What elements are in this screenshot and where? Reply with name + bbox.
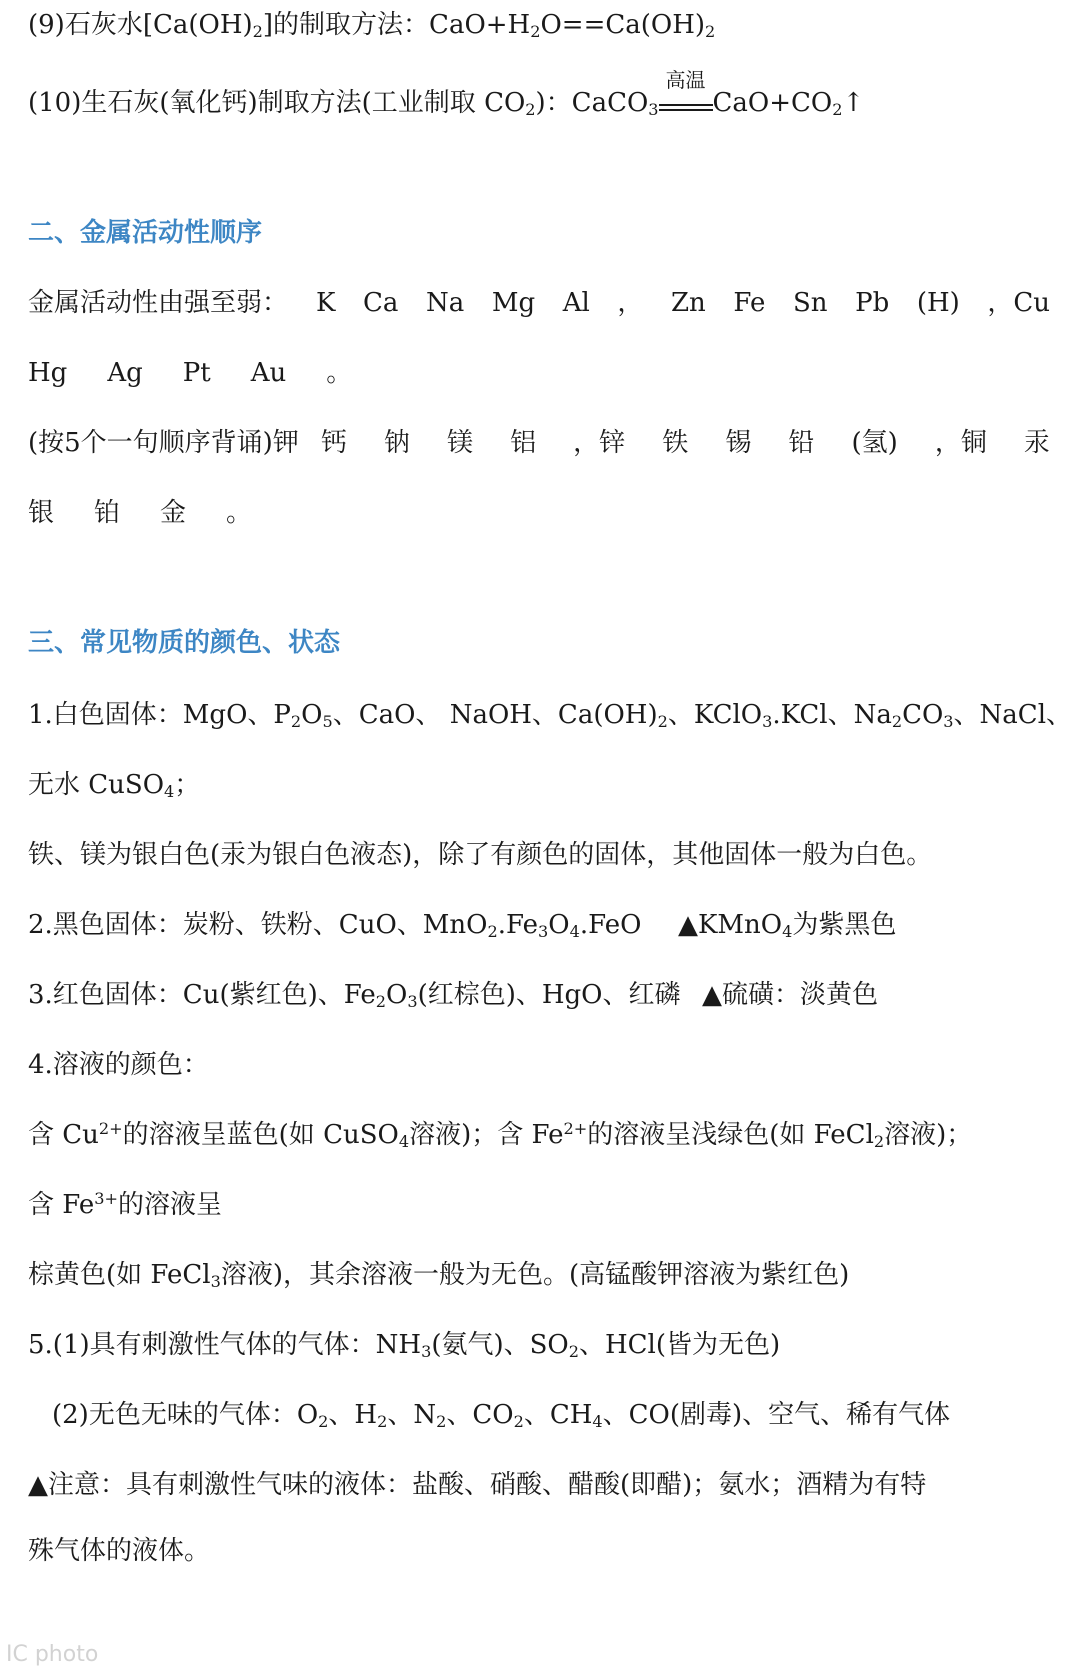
odorless-gases-line: (2)无色无味的气体：$O_2$、$H_2$、$N_2$、$CO_2$、$CH_4$、CO(剧毒)、空气、稀有气体 — [52, 1400, 951, 1432]
metal-symbol: (H) — [916, 288, 960, 318]
solution-colors-line-2: 含 $Fe^{3+}$的溶液呈 — [28, 1189, 223, 1220]
metal-symbol: Ag — [107, 358, 143, 388]
metal-symbol: Pt — [182, 358, 211, 388]
solution-colors-line-1: 含 $Cu^{2+}$的溶液呈蓝色(如 CuSO$_4$溶液)；含 $Fe^{2+}$的溶液呈浅绿色(如 FeCl$_2$溶液)； — [28, 1119, 973, 1152]
line-10: (10)生石灰(氧化钙)制取方法(工业制取 $CO_2$)：CaCO$_3$ 高温 $CaO+CO_2↑$ — [28, 68, 865, 120]
metal-name: 铁 — [662, 428, 689, 458]
metal-symbol: Mg — [491, 288, 536, 318]
metal-symbol: Sn — [792, 288, 828, 318]
solution-colors-line-3: 棕黄色(如 FeCl$_3$溶液)，其余溶液一般为无色。(高锰酸钾溶液为紫红色) — [28, 1260, 850, 1292]
metal-name: 铂 — [94, 498, 121, 528]
metal-cn-row-1: (按5个一句顺序背诵)钾 钙 钠 镁 铝 ，锌 铁 锡 铅 (氢) ，铜 汞 — [28, 428, 1050, 458]
reaction-condition: 高温 — [659, 92, 713, 111]
metal-name: 铅 — [788, 428, 815, 458]
metal-symbol: Zn — [670, 288, 706, 318]
solution-colors-title: 4.溶液的颜色： — [28, 1050, 209, 1080]
metal-symbol: Au — [250, 358, 287, 388]
metal-name: 铝 — [510, 428, 537, 458]
red-solids-line: 3.红色固体：Cu(紫红色)、$Fe_2O_3$(红棕色)、HgO、红磷 ▲硫磺：淡黄色 — [28, 980, 878, 1012]
white-solids-line-2: 无水 CuSO$_4$； — [28, 770, 201, 802]
metal-name: 钠 — [383, 428, 410, 458]
metal-chinese-row-1 — [321, 426, 1050, 460]
metal-symbol: 。 — [326, 358, 353, 388]
note-line-2: 殊气体的液体。 — [28, 1536, 211, 1566]
metal-symbol: Al — [562, 288, 590, 318]
metal-symbols-row-2 — [28, 358, 392, 388]
black-solids-line: 2.黑色固体：炭粉、铁粉、CuO、$MnO_2.Fe_3O_4.FeO$ ▲KMnO$_4$为紫黑色 — [28, 910, 897, 942]
watermark: IC photo — [6, 1642, 99, 1667]
metal-name: 金 — [160, 498, 187, 528]
metal-symbol: Na — [426, 288, 465, 318]
line-9: (9)石灰水$[Ca(OH)_2]$的制取方法：$CaO+H_2O==Ca(OH)_2$ — [28, 10, 716, 42]
note-line-1: ▲注意：具有刺激性气味的液体：盐酸、硝酸、醋酸(即醋)；氨水；酒精为有特 — [28, 1470, 927, 1500]
metal-row-1: 金属活动性由强至弱： K Ca Na Mg Al ， Zn Fe Sn Pb (H) ，Cu — [28, 288, 1050, 318]
metal-symbol: K — [316, 288, 336, 318]
metal-symbol: ，Cu — [987, 288, 1050, 318]
metal-name: ，锌 — [573, 428, 626, 458]
metal-name: 汞 — [1023, 428, 1050, 458]
metal-row-2 — [28, 356, 1050, 390]
red-solids-note: ▲硫磺：淡黄色 — [702, 980, 878, 1010]
metal-name: 钙 — [320, 428, 347, 458]
white-solids-line-1: 1.白色固体：MgO、$P_2O_5$、CaO、 NaOH、$Ca(OH)_2$、KClO$_3$.KCl、$Na_2CO_3$、NaCl、 — [28, 700, 1073, 732]
metal-symbols-row-1 — [316, 286, 1050, 320]
section-title-metal-activity: 二、金属活动性顺序 — [28, 218, 263, 248]
metal-symbol: Hg — [28, 358, 68, 388]
metal-name: 银 — [28, 498, 55, 528]
metal-symbol: Pb — [855, 288, 890, 318]
metal-chinese-row-2 — [28, 498, 292, 528]
white-solids-note: 铁、镁为银白色(汞为银白色液态)，除了有颜色的固体，其他固体一般为白色。 — [28, 840, 933, 870]
metal-symbol: Ca — [363, 288, 399, 318]
metal-name: (氢) — [851, 428, 898, 458]
metal-cn-row-2 — [28, 496, 1050, 530]
section-title-colors-states: 三、常见物质的颜色、状态 — [28, 628, 341, 658]
metal-symbol: Fe — [733, 288, 766, 318]
metal-name: 镁 — [447, 428, 474, 458]
metal-name: ，铜 — [934, 428, 987, 458]
black-solids-note: ▲KMnO$_4$为紫黑色 — [678, 910, 897, 942]
metal-name: 。 — [226, 498, 253, 528]
metal-symbol: ， — [617, 288, 644, 318]
irritating-gases-line: 5.(1)具有刺激性气体的气体：$NH_3$(氨气)、$SO_2$、HCl(皆为无色) — [28, 1330, 781, 1362]
metal-name: 锡 — [725, 428, 752, 458]
